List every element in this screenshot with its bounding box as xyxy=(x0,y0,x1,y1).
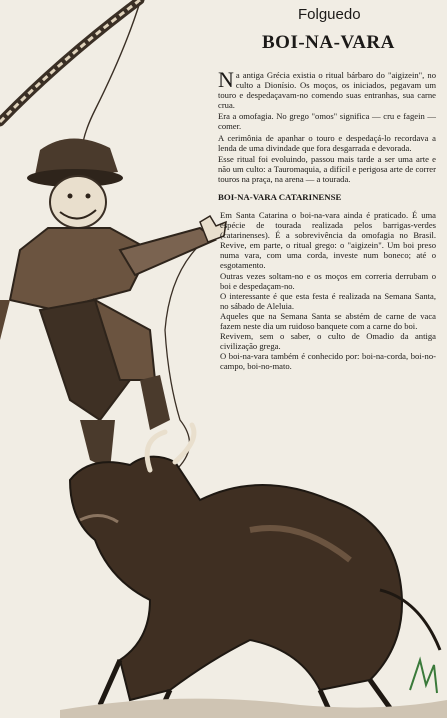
intro-paragraph-3: A cerimônia de apanhar o touro e despedaçá-lo recordava a lenda de uma divindade que fora desgarrada e devorada. xyxy=(218,132,436,153)
intro-article xyxy=(218,67,436,208)
body-paragraph: Em Santa Catarina o boi-na-vara ainda é praticado. É uma espécie de tourada realizada pelos barrigas-verdes (catarinenses). É a sobrevivência da omofagia no Brasil. Revive, em parte, o ritual grego: o "aigizein". Um boi preso numa vara, com uma corda, investe num boneco; até o esgotamento. xyxy=(220,210,436,271)
pole xyxy=(0,0,140,122)
drop-cap: N xyxy=(218,67,234,92)
section-label: Folguedo xyxy=(298,6,361,23)
section-subhead: BOI-NA-VARA CATARINENSE xyxy=(218,192,342,203)
scarecrow-dummy xyxy=(0,138,226,470)
intro-paragraph-2: Era a omofagia. No grego "omos" significa — cru e fagein — comer. xyxy=(218,111,436,132)
intro-paragraph-4: Esse ritual foi evoluindo, passou mais tarde a ser uma arte e não um culto: a Tauromaquia, a difícil e perigosa arte de correr touros na praça, na arena — a tourada. xyxy=(218,153,436,184)
body-paragraph: O interessante é que esta festa é realizada na Semana Santa, no sábado de Aleluia. xyxy=(220,290,436,311)
page-title: BOI-NA-VARA xyxy=(262,32,395,53)
catarinense-article xyxy=(220,210,436,372)
body-paragraph: O boi-na-vara também é conhecido por: boi-na-corda, boi-no-campo, boi-no-mato. xyxy=(220,351,436,372)
body-paragraph: Aqueles que na Semana Santa se abstém de carne de vaca fazem neste dia um ruidoso banquete com a carne do boi. xyxy=(220,310,436,332)
bull xyxy=(70,425,440,712)
body-paragraph: Revivem, sem o saber, o culto de Omadio da antiga civilização grega. xyxy=(220,331,436,352)
intro-paragraph-1: Na antiga Grécia existia o ritual bárbaro do "aigizein", no culto a Dionísio. Os moços, os iniciados, pegavam um touro e despedaçavam-no comendo suas entranhas, sua carne crua. xyxy=(218,67,436,111)
body-paragraph: Outras vezes soltam-no e os moços em correria derrubam o boi e despedaçam-no. xyxy=(220,270,436,291)
